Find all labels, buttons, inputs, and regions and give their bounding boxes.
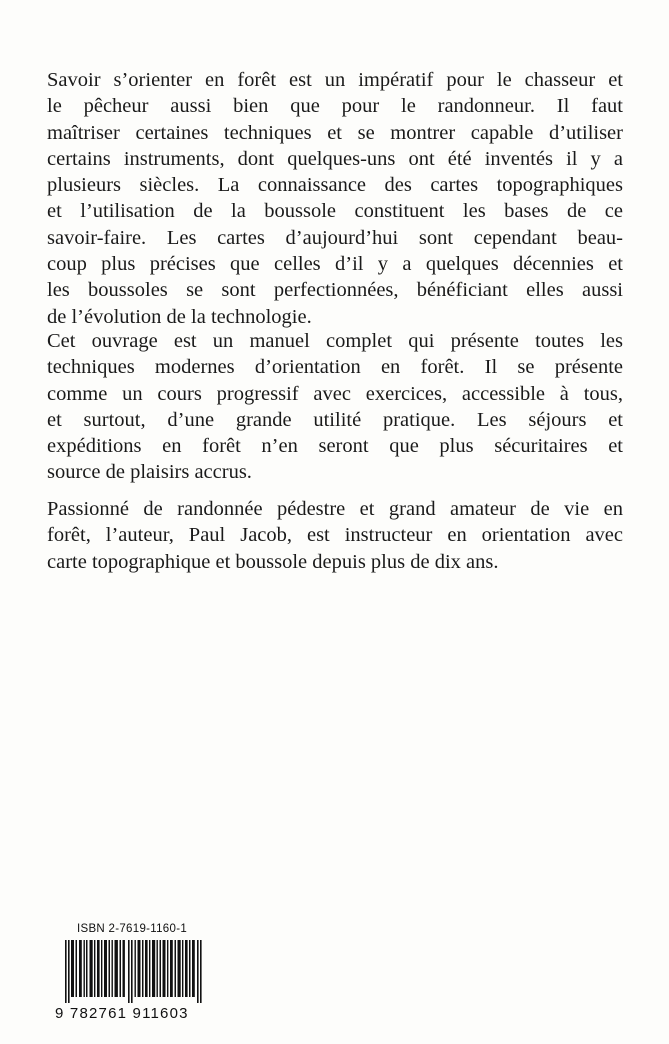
- text-line: plusieurs siècles. La connaissance des cartes topographiques: [47, 174, 623, 197]
- text-line: de l’évolution de la technologie.: [47, 305, 312, 328]
- text-line: coup plus précises que celles d’il y a quelques décennies et: [47, 253, 623, 276]
- text-line: Passionné de randonnée pédestre et grand amateur de vie en: [47, 498, 623, 520]
- description-paragraph-1: [47, 67, 623, 330]
- text-line: savoir-faire. Les cartes d’aujourd’hui sont cependant beau-: [47, 226, 623, 249]
- isbn-label: ISBN 2-7619-1160-1: [77, 923, 188, 935]
- text-line: Cet ouvrage est un manuel complet qui présente toutes les: [47, 330, 623, 352]
- text-line: expéditions en forêt n’en seront que plus sécuritaires et: [47, 435, 623, 458]
- text-line: et surtout, d’une grande utilité pratique. Les séjours et: [47, 408, 623, 431]
- text-line: carte topographique et boussole depuis plus de dix ans.: [47, 550, 499, 573]
- text-line: comme un cours progressif avec exercices, accessible à tous,: [47, 382, 623, 405]
- text-line: Savoir s’orienter en forêt est un impératif pour le chasseur et: [47, 69, 623, 91]
- author-bio-paragraph: [47, 496, 623, 575]
- text-line: techniques modernes d’orientation en forêt. Il se présente: [47, 356, 623, 379]
- description-paragraph-2: [47, 328, 623, 486]
- text-line: source de plaisirs accrus.: [47, 461, 252, 484]
- text-line: les boussoles se sont perfectionnées, bénéficiant elles aussi: [47, 279, 623, 302]
- barcode-digits: 9 782761 911603: [55, 1005, 189, 1022]
- text-line: forêt, l’auteur, Paul Jacob, est instructeur en orientation avec: [47, 524, 623, 547]
- text-line: certains instruments, dont quelques-uns ont été inventés il y a: [47, 147, 623, 170]
- text-line: et l’utilisation de la boussole constituent les bases de ce: [47, 200, 623, 223]
- barcode-icon: [65, 940, 203, 1003]
- text-line: le pêcheur aussi bien que pour le randonneur. Il faut: [47, 95, 623, 118]
- text-line: maîtriser certaines techniques et se montrer capable d’utiliser: [47, 121, 623, 144]
